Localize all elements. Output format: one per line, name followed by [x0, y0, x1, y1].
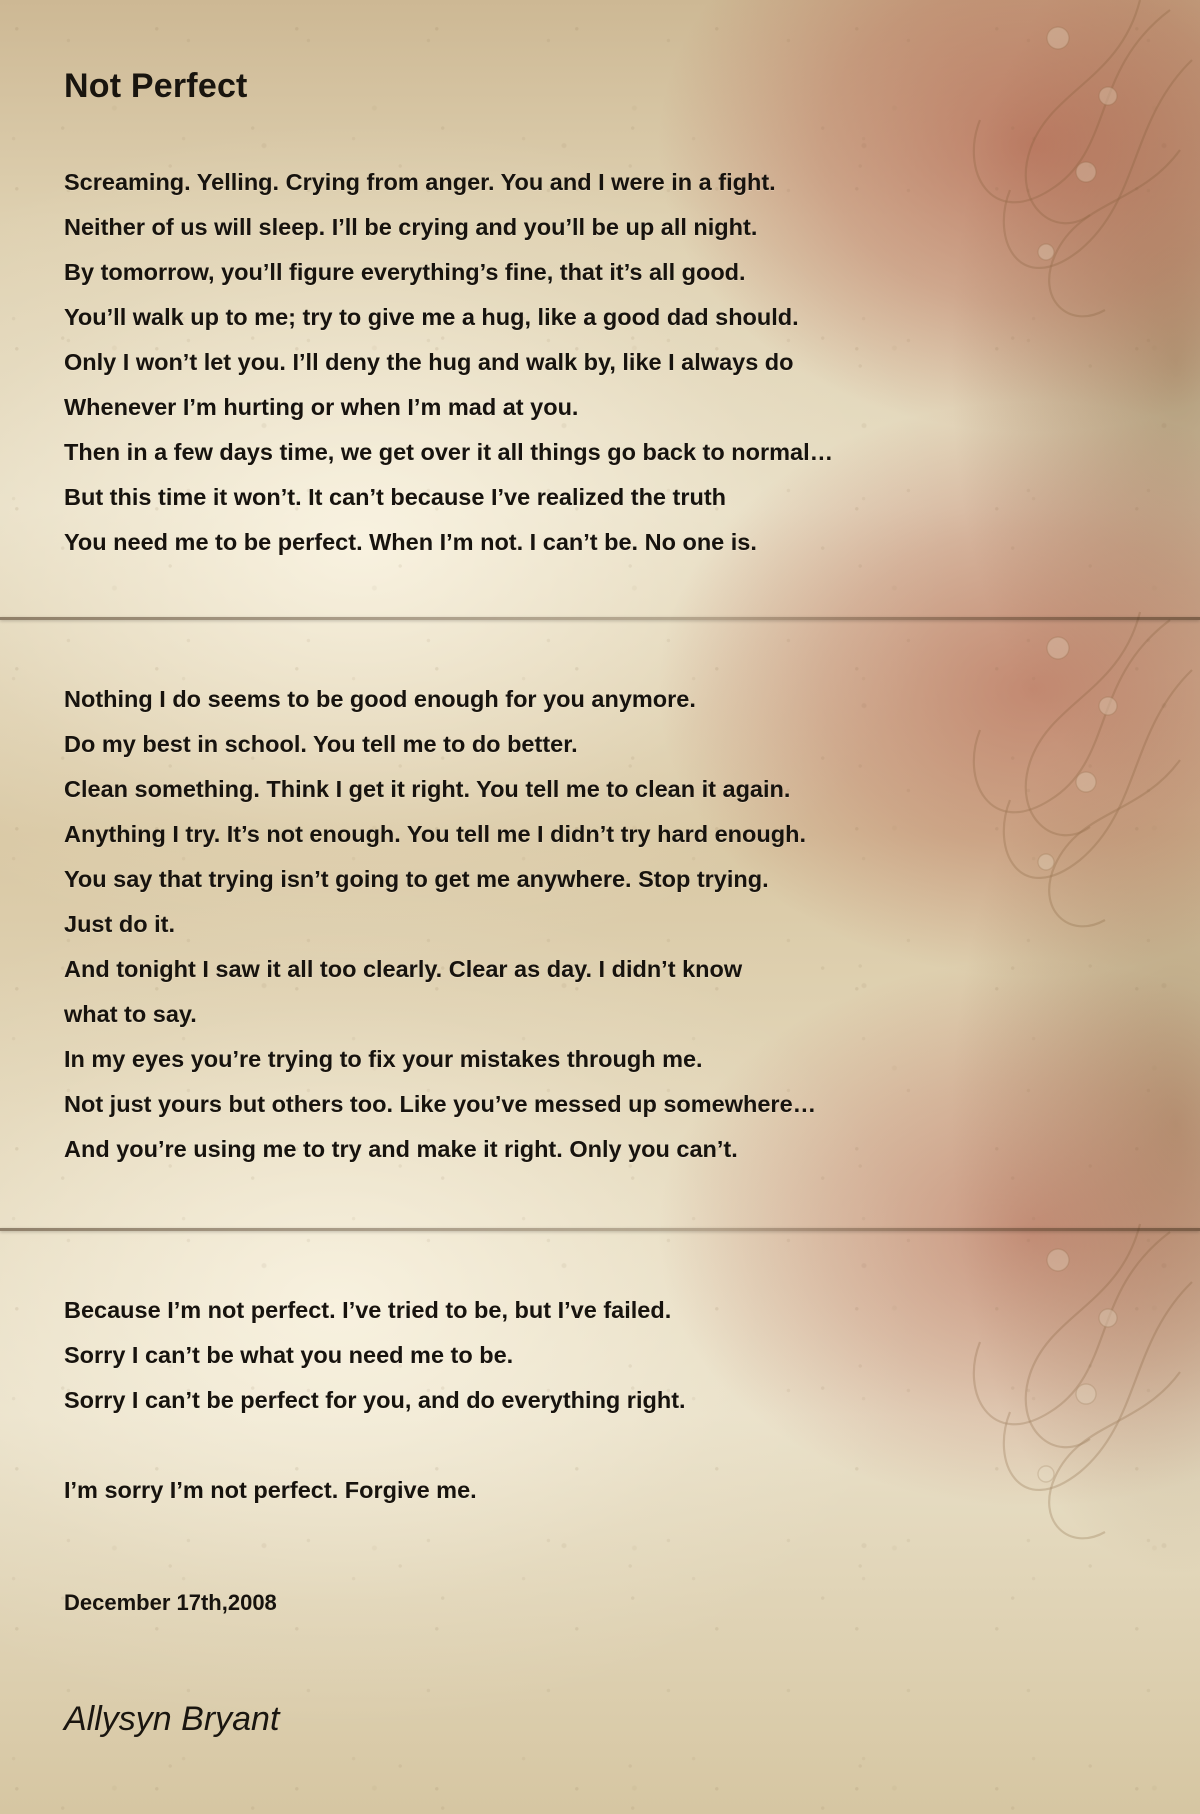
poem-line: You say that trying isn’t going to get me anywhere. Stop trying.: [64, 866, 769, 892]
poem-date: December 17th,2008: [64, 1590, 277, 1615]
poem-line: Only I won’t let you. I’ll deny the hug and walk by, like I always do: [64, 349, 794, 375]
poem-line: Whenever I’m hurting or when I’m mad at you.: [64, 394, 579, 420]
poem-stanza-3: [64, 1288, 1130, 1513]
poem-author-signature: Allysyn Bryant: [64, 1700, 280, 1738]
poem-line-blank: [64, 1423, 1130, 1468]
poem-line: Nothing I do seems to be good enough for you anymore.: [64, 686, 696, 712]
poem-line: Because I’m not perfect. I’ve tried to be, but I’ve failed.: [64, 1297, 672, 1323]
poem-line: Screaming. Yelling. Crying from anger. You and I were in a fight.: [64, 169, 776, 195]
page-band-seam-1: [0, 617, 1200, 620]
poem-line: I’m sorry I’m not perfect. Forgive me.: [64, 1477, 477, 1503]
poem-stanza-1: [64, 160, 1130, 565]
poem-line: By tomorrow, you’ll figure everything’s fine, that it’s all good.: [64, 259, 746, 285]
poem-line: Neither of us will sleep. I’ll be crying and you’ll be up all night.: [64, 214, 758, 240]
poem-line: Sorry I can’t be perfect for you, and do everything right.: [64, 1387, 686, 1413]
poem-line: You’ll walk up to me; try to give me a hug, like a good dad should.: [64, 304, 799, 330]
poem-line: Then in a few days time, we get over it all things go back to normal…: [64, 439, 834, 465]
page-band-seam-2: [0, 1228, 1200, 1231]
poem-line: what to say.: [64, 1001, 197, 1027]
poem-stanza-2: [64, 677, 1130, 1172]
poem-line: And tonight I saw it all too clearly. Clear as day. I didn’t know: [64, 956, 743, 982]
poem-line: Just do it.: [64, 911, 175, 937]
poem-line: But this time it won’t. It can’t because I’ve realized the truth: [64, 484, 727, 510]
poem-line: And you’re using me to try and make it right. Only you can’t.: [64, 1136, 738, 1162]
poem-line: You need me to be perfect. When I’m not. I can’t be. No one is.: [64, 529, 757, 555]
page-title: Not Perfect: [64, 66, 248, 105]
poem-line: Not just yours but others too. Like you’ve messed up somewhere…: [64, 1091, 817, 1117]
poem-line: Sorry I can’t be what you need me to be.: [64, 1342, 514, 1368]
poem-line: Do my best in school. You tell me to do better.: [64, 731, 578, 757]
poem-line: Anything I try. It’s not enough. You tell me I didn’t try hard enough.: [64, 821, 806, 847]
poem-line: In my eyes you’re trying to fix your mistakes through me.: [64, 1046, 703, 1072]
poem-line: Clean something. Think I get it right. You tell me to clean it again.: [64, 776, 791, 802]
